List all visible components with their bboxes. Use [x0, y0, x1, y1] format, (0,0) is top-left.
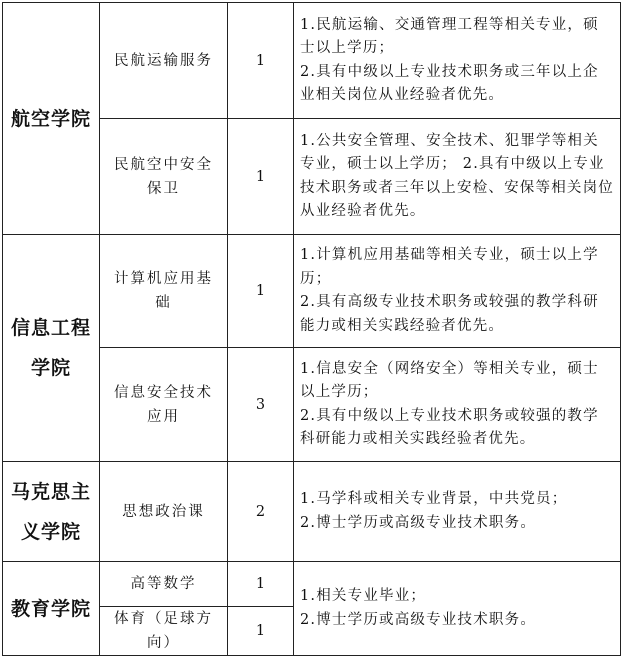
requirement-line: 2.博士学历或高级专业技术职务。: [300, 514, 537, 531]
college-cell: 马克思主义学院: [3, 462, 100, 562]
requirements-cell: [294, 462, 621, 562]
requirement-line: 2.具有中级以上专业技术职务或较强的教学科研能力或相关实践经验者优先。: [300, 407, 599, 447]
requirement-line: 2.博士学历或高级专业技术职务。: [300, 611, 537, 628]
college-cell: 信息工程学院: [3, 235, 100, 462]
requirement-line: 2.具有高级专业技术职务或较强的教学科研能力或相关实践经验者优先。: [300, 294, 599, 334]
requirements-cell: [294, 562, 621, 656]
count-cell: 2: [228, 462, 294, 562]
requirements-cell: [294, 119, 621, 235]
requirements-cell: [294, 3, 621, 119]
count-cell: 3: [228, 348, 294, 462]
count-cell: 1: [228, 3, 294, 119]
requirements-cell: [294, 235, 621, 348]
major-cell: 思想政治课: [100, 462, 228, 562]
major-cell: 体育（足球方向）: [100, 607, 228, 656]
recruitment-table: [2, 2, 621, 656]
table-row: [3, 562, 621, 607]
major-cell: 民航空中安全保卫: [100, 119, 228, 235]
table-row: [3, 3, 621, 119]
requirement-line: 1.相关专业毕业；: [300, 588, 427, 604]
college-cell: 教育学院: [3, 562, 100, 656]
requirements-cell: [294, 348, 621, 462]
count-cell: 1: [228, 235, 294, 348]
requirement-line: 1.计算机应用基础等相关专业，硕士以上学历；: [300, 247, 599, 287]
major-cell: 计算机应用基础: [100, 235, 228, 348]
requirement-line: 1.信息安全（网络安全）等相关专业，硕士以上学历；: [300, 360, 599, 400]
count-cell: 1: [228, 562, 294, 607]
requirement-line: 1.公共安全管理、安全技术、犯罪学等相关专业，硕士以上学历； 2.具有中级以上专业技术职务或者三年以上安检、安保等相关岗位从业经验者优先。: [300, 132, 614, 219]
college-cell: 航空学院: [3, 3, 100, 235]
table-row: [3, 235, 621, 348]
count-cell: 1: [228, 119, 294, 235]
major-cell: 民航运输服务: [100, 3, 228, 119]
major-cell: 高等数学: [100, 562, 228, 607]
requirement-line: 1.马学科或相关专业背景，中共党员；: [300, 491, 568, 507]
major-cell: 信息安全技术应用: [100, 348, 228, 462]
count-cell: 1: [228, 607, 294, 656]
table-row: [3, 462, 621, 562]
requirement-line: 2.具有中级以上专业技术职务或三年以上企业相关岗位从业经验者优先。: [300, 63, 599, 103]
requirement-line: 1.民航运输、交通管理工程等相关专业，硕士以上学历；: [300, 16, 599, 56]
